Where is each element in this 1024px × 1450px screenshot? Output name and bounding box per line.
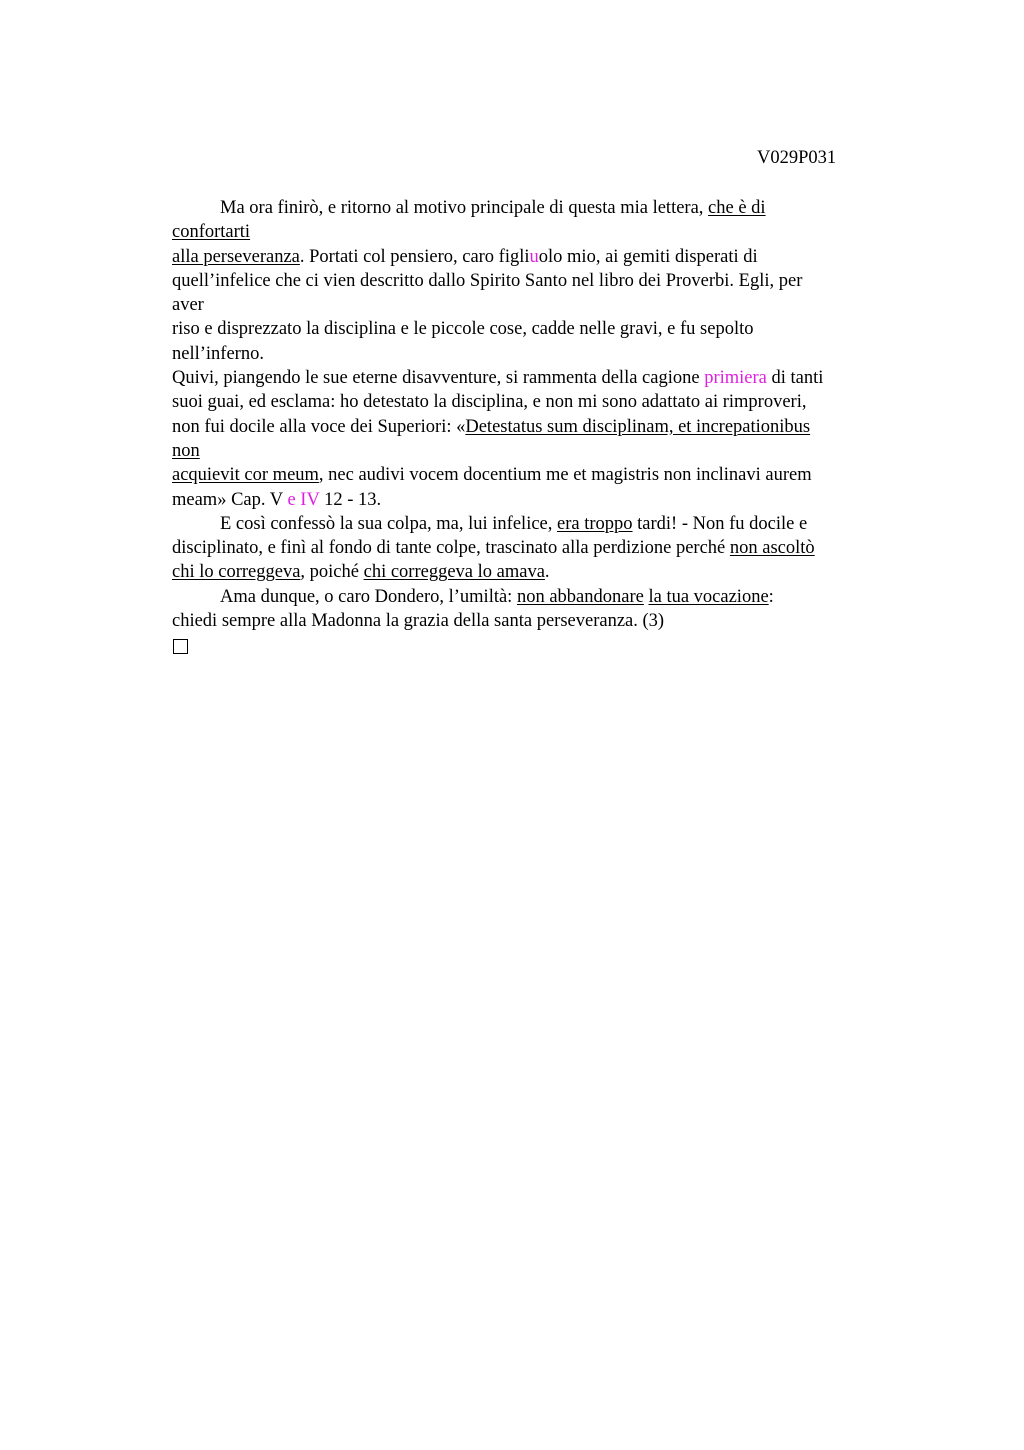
highlighted-text: primiera bbox=[704, 368, 767, 389]
text-run: aver bbox=[172, 295, 204, 316]
text-line bbox=[172, 220, 912, 244]
text-run: chiedi sempre alla Madonna la grazia della santa perseveranza. (3) bbox=[172, 611, 665, 632]
text-line bbox=[172, 342, 912, 366]
underlined-text: era troppo bbox=[557, 513, 633, 534]
underlined-text: confortarti bbox=[172, 222, 251, 243]
text-run: 12 - 13. bbox=[319, 489, 382, 510]
text-run: quell’infelice che ci vien descritto dallo Spirito Santo nel libro dei Proverbi. Egli, per bbox=[172, 270, 803, 291]
text-run: : bbox=[768, 586, 774, 607]
text-run: , nec audivi vocem docentium me et magistris non inclinavi aurem bbox=[318, 465, 812, 486]
underlined-text: acquievit cor meum bbox=[172, 465, 319, 486]
text-run: Ma ora finirò, e ritorno al motivo principale di questa mia lettera, bbox=[220, 198, 709, 218]
underlined-text: non ascoltò bbox=[729, 538, 815, 559]
text-run: non fui docile alla voce dei Superiori: « bbox=[172, 416, 466, 437]
text-line bbox=[172, 196, 912, 220]
underlined-text: che è di bbox=[708, 198, 766, 218]
text-line bbox=[172, 560, 912, 584]
text-run: . bbox=[544, 562, 550, 583]
underlined-text: la tua vocazione bbox=[648, 586, 769, 607]
highlighted-text: e IV bbox=[287, 489, 320, 510]
text-run: Ama dunque, o caro Dondero, l’umiltà: bbox=[220, 586, 517, 607]
text-line bbox=[172, 585, 912, 609]
text-line bbox=[172, 536, 912, 560]
text-run: nell’inferno. bbox=[172, 343, 264, 364]
letter-body bbox=[172, 196, 912, 654]
text-run: E così confessò la sua colpa, ma, lui infelice, bbox=[220, 513, 558, 534]
underlined-text: alla perseveranza bbox=[172, 246, 300, 267]
text-run: Quivi, piangendo le sue eterne disavventure, si rammenta della cagione bbox=[172, 368, 705, 389]
text-line bbox=[172, 488, 912, 512]
text-line bbox=[172, 366, 912, 390]
text-line bbox=[172, 609, 912, 633]
text-line bbox=[172, 512, 912, 536]
text-line bbox=[172, 390, 912, 414]
underlined-text: non abbandonare bbox=[516, 586, 644, 607]
text-line bbox=[172, 439, 912, 463]
text-line bbox=[172, 269, 912, 293]
underlined-text: Detestatus sum disciplinam, et increpationibus bbox=[465, 416, 811, 437]
text-run: riso e disprezzato la disciplina e le piccole cose, cadde nelle gravi, e fu sepolto bbox=[172, 319, 754, 340]
text-run: , poiché bbox=[300, 562, 364, 583]
text-run: tardi! - Non fu docile e bbox=[632, 513, 808, 534]
text-run: di tanti bbox=[766, 368, 824, 389]
text-run: olo mio, ai gemiti disperati di bbox=[538, 246, 758, 267]
page-code: V029P031 bbox=[757, 148, 837, 168]
underlined-text: chi correggeva lo amava bbox=[363, 562, 545, 583]
underlined-text: non bbox=[172, 440, 200, 461]
text-run: meam» Cap. V bbox=[172, 489, 288, 510]
text-run: disciplinato, e finì al fondo di tante colpe, trascinato alla perdizione perché bbox=[172, 538, 730, 559]
text-line bbox=[172, 463, 912, 487]
text-line bbox=[172, 293, 912, 317]
text-line bbox=[172, 245, 912, 269]
empty-square-icon bbox=[173, 639, 188, 654]
text-line bbox=[172, 415, 912, 439]
text-line bbox=[172, 317, 912, 341]
underlined-text: chi lo correggeva bbox=[172, 562, 301, 583]
text-run: suoi guai, ed esclama: ho detestato la disciplina, e non mi sono adattato ai rimproveri, bbox=[172, 392, 807, 413]
text-run: . Portati col pensiero, caro figli bbox=[299, 246, 530, 267]
highlighted-text: u bbox=[529, 246, 539, 267]
